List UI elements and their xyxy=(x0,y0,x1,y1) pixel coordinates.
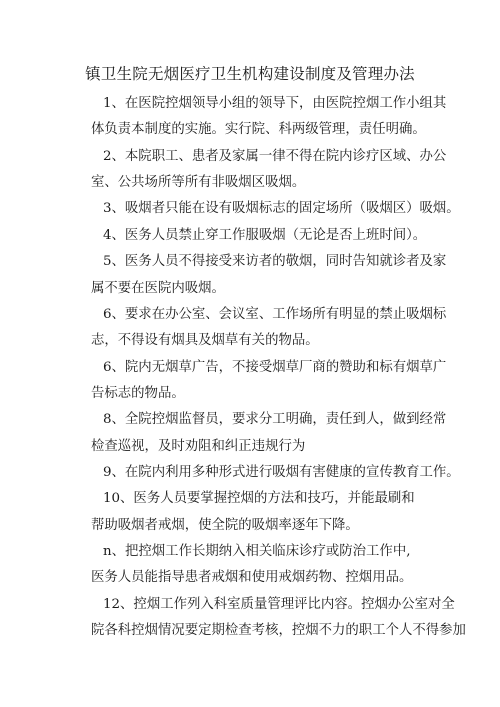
paragraph-8-line-1: 8、全院控烟监督员，要求分工明确，责任到人，做到经常 xyxy=(103,412,447,427)
paragraph-6-line-2: 志，不得设有烟具及烟草有关的物品。 xyxy=(91,333,319,348)
paragraph-10-line-1: 10、医务人员要掌握控烟的方法和技巧，并能最刷和 xyxy=(103,491,415,506)
paragraph-10-line-2: 帮助吸烟者戒烟，使全院的吸烟率逐年下降。 xyxy=(91,518,359,533)
paragraph-8-line-2: 检查巡视，及时劝阻和纠正违规行为 xyxy=(91,439,306,454)
paragraph-1-line-1: 1、在医院控烟领导小组的领导下，由医院控烟工作小组其 xyxy=(103,96,447,111)
paragraph-2-line-1: 2、本院职工、患者及家属一律不得在院内诊疗区域、办公 xyxy=(103,149,447,164)
paragraph-7-line-1: 6、院内无烟草广告，不接受烟草厂商的赞助和标有烟草广 xyxy=(103,360,447,375)
paragraph-11-line-2: 医务人员能指导患者戒烟和使用戒烟药物、控烟用品。 xyxy=(91,570,413,585)
document-title: 镇卫生院无烟医疗卫生机构建设制度及管理办法 xyxy=(85,65,415,83)
paragraph-4-line-1: 4、医务人员禁止穿工作服吸烟（无论是否上班时间）。 xyxy=(103,228,427,243)
paragraph-11-line-1: n、把控烟工作长期纳入相关临床诊疗或防治工作中, xyxy=(103,544,411,559)
paragraph-6-line-1: 6、要求在办公室、会议室、工作场所有明显的禁止吸烟标 xyxy=(103,307,447,322)
paragraph-12-line-1: 12、控烟工作列入科室质量管理评比内容。控烟办公室对全 xyxy=(103,597,455,612)
paragraph-5-line-2: 属不要在医院内吸烟。 xyxy=(91,281,225,296)
paragraph-1-line-2: 体负责本制度的实施。实行院、科两级管理，责任明确。 xyxy=(91,122,426,137)
paragraph-2-line-2: 室、公共场所等所有非吸烟区吸烟。 xyxy=(91,175,306,190)
paragraph-9-line-1: 9、在院内利用多种形式进行吸烟有害健康的宣传教育工作。 xyxy=(103,465,460,480)
paragraph-12-line-2: 院各科控烟情况要定期检查考核，控烟不力的职工个人不得参加 xyxy=(91,623,466,638)
paragraph-5-line-1: 5、医务人员不得接受来访者的敬烟，同时告知就诊者及家 xyxy=(103,254,447,269)
paragraph-7-line-2: 告标志的物品。 xyxy=(91,386,185,401)
paragraph-3-line-1: 3、吸烟者只能在设有吸烟标志的固定场所（吸烟区）吸烟。 xyxy=(103,201,460,216)
